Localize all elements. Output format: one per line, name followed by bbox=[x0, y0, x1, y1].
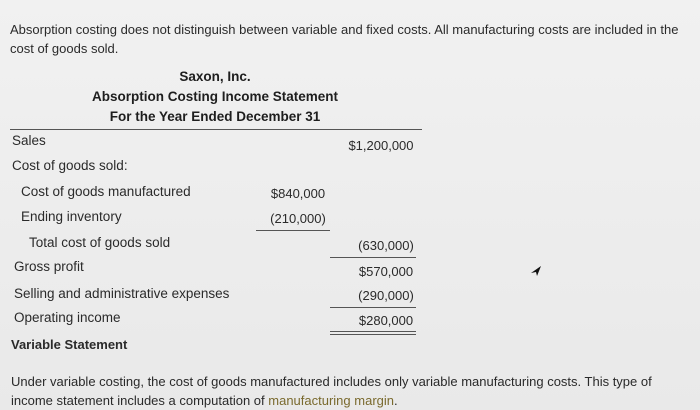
outro-text-before: Under variable costing, the cost of goods manufactured includes only variable manufacturing costs. This type of income statement includes a computation of bbox=[11, 374, 652, 408]
ending-inventory-label: Ending inventory bbox=[21, 209, 122, 224]
operating-income-double-underline-bottom bbox=[330, 334, 416, 335]
statement-title: Absorption Costing Income Statement bbox=[91, 89, 338, 104]
outro-paragraph bbox=[11, 372, 691, 410]
mouse-pointer-icon bbox=[529, 264, 543, 278]
sales-amount: $1,200,000 bbox=[348, 138, 414, 153]
total-cogs-label: Total cost of goods sold bbox=[29, 235, 171, 250]
inventory-underline bbox=[256, 230, 330, 231]
manufacturing-margin-link[interactable]: manufacturing margin bbox=[268, 393, 394, 408]
cogm-label: Cost of goods manufactured bbox=[21, 184, 191, 199]
outro-text-after: . bbox=[394, 393, 398, 408]
intro-paragraph: Absorption costing does not distinguish between variable and fixed costs. All manufacturing costs are included in the cost of goods sold. bbox=[10, 22, 679, 56]
total-cogs-underline bbox=[330, 257, 416, 258]
ending-inventory-amount: (210,000) bbox=[270, 211, 326, 226]
company-name: Saxon, Inc. bbox=[179, 69, 251, 84]
gross-profit-amount: $570,000 bbox=[358, 264, 414, 279]
selling-admin-amount: (290,000) bbox=[358, 288, 414, 303]
statement-period: For the Year Ended December 31 bbox=[109, 109, 321, 124]
total-cogs-amount: (630,000) bbox=[358, 238, 414, 253]
selling-admin-label: Selling and administrative expenses bbox=[14, 286, 230, 301]
operating-income-double-underline-top bbox=[330, 331, 416, 332]
operating-income-amount: $280,000 bbox=[358, 313, 414, 328]
sales-label: Sales bbox=[12, 133, 46, 148]
variable-statement-heading: Variable Statement bbox=[11, 337, 128, 352]
gross-profit-label: Gross profit bbox=[14, 259, 84, 274]
selling-admin-underline bbox=[330, 307, 416, 308]
cogs-header-label: Cost of goods sold: bbox=[12, 158, 128, 173]
operating-income-label: Operating income bbox=[14, 310, 121, 325]
header-rule bbox=[10, 129, 422, 130]
cogm-amount: $840,000 bbox=[270, 186, 326, 201]
